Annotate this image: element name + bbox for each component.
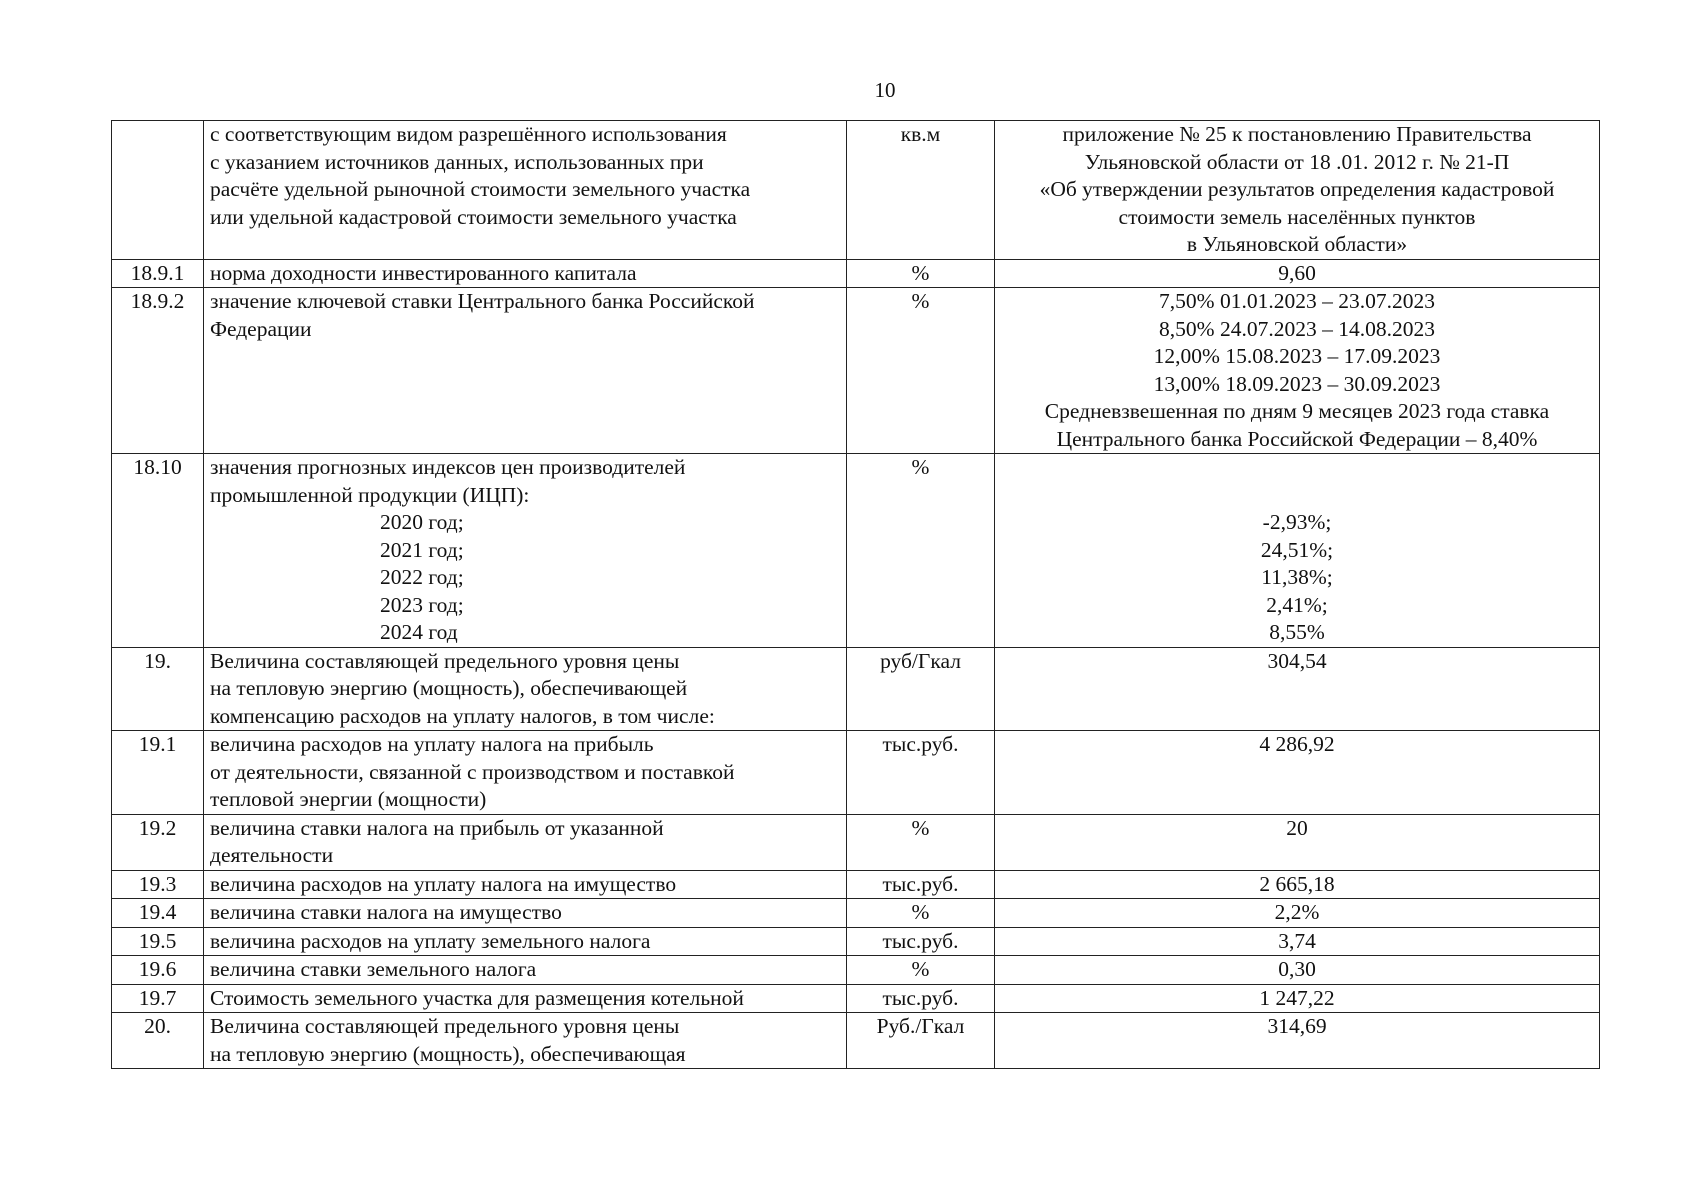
value-cell	[995, 259, 1600, 288]
parameter-name-line: с указанием источников данных, использованных при	[210, 149, 704, 174]
parameter-name-line: значения прогнозных индексов цен производителей	[210, 455, 686, 479]
tariff-table	[111, 120, 1600, 1069]
unit-cell: руб/Гкал	[847, 647, 995, 731]
value-line: 4 286,92	[1259, 732, 1335, 756]
year-label: 2023 год;	[380, 592, 464, 617]
value-line: 11,38%;	[1261, 565, 1333, 589]
value-line: 2 665,18	[1259, 871, 1335, 896]
row-number-cell: 19.1	[112, 731, 204, 815]
unit-cell: %	[847, 899, 995, 928]
table-row	[112, 984, 1600, 1013]
parameter-name-line: Федерации	[210, 316, 312, 341]
value-line: 2,41%;	[1266, 592, 1328, 617]
row-number-cell: 19.7	[112, 984, 204, 1013]
value-line: стоимости земель населённых пунктов	[1118, 204, 1476, 229]
parameter-name-cell	[204, 288, 847, 454]
value-line: 9,60	[1278, 260, 1316, 285]
value-line: Средневзвешенная по дням 9 месяцев 2023 года ставка	[1044, 399, 1550, 423]
parameter-name-line: или удельной кадастровой стоимости земельного участка	[210, 204, 737, 229]
value-line: 304,54	[1267, 648, 1327, 673]
parameter-name-line: Стоимость земельного участка для размещения котельной	[210, 985, 744, 1010]
value-line: 3,74	[1278, 928, 1316, 953]
parameter-name-line: деятельности	[210, 843, 334, 867]
parameter-name-line: величина расходов на уплату налога на прибыль	[210, 732, 654, 756]
table-row	[112, 259, 1600, 288]
unit-cell: %	[847, 956, 995, 985]
value-cell	[995, 870, 1600, 899]
parameter-name-line: норма доходности инвестированного капитала	[210, 260, 637, 285]
parameter-name-cell	[204, 259, 847, 288]
unit-cell: %	[847, 288, 995, 454]
parameter-name-cell	[204, 870, 847, 899]
value-cell	[995, 288, 1600, 454]
parameter-name-line: величина ставки земельного налога	[210, 957, 537, 981]
year-label: 2020 год;	[380, 510, 464, 534]
value-line: Центрального банка Российской Федерации – 8,40%	[1056, 426, 1538, 451]
value-line: приложение № 25 к постановлению Правительства	[1062, 122, 1532, 146]
row-number-cell: 18.9.2	[112, 288, 204, 454]
parameter-name-line: на тепловую энергию (мощность), обеспечивающая	[210, 1041, 686, 1066]
parameter-name-line: величина расходов на уплату налога на имущество	[210, 871, 677, 896]
parameter-name-cell	[204, 927, 847, 956]
value-line: 13,00% 18.09.2023 – 30.09.2023	[1153, 371, 1441, 396]
parameter-name-line: расчёте удельной рыночной стоимости земельного участка	[210, 177, 751, 201]
table-row	[112, 814, 1600, 870]
unit-cell: кв.м	[847, 121, 995, 260]
value-line: 20	[1286, 815, 1308, 840]
table-row	[112, 1013, 1600, 1069]
value-line: 12,00% 15.08.2023 – 17.09.2023	[1153, 344, 1441, 368]
value-cell	[995, 814, 1600, 870]
row-number-cell: 19.6	[112, 956, 204, 985]
value-line: 8,50% 24.07.2023 – 14.08.2023	[1159, 316, 1435, 341]
parameter-name-cell	[204, 984, 847, 1013]
value-line: 8,55%	[1269, 620, 1325, 644]
parameter-name-cell	[204, 1013, 847, 1069]
row-number-cell: 19.2	[112, 814, 204, 870]
parameter-name-line: компенсацию расходов на уплату налогов, в том числе:	[210, 703, 715, 728]
unit-cell: тыс.руб.	[847, 870, 995, 899]
parameter-name-cell	[204, 814, 847, 870]
table-row	[112, 288, 1600, 454]
value-line: 7,50% 01.01.2023 – 23.07.2023	[1159, 289, 1435, 313]
value-line: Ульяновской области от 18 .01. 2012 г. № 21-П	[1084, 149, 1510, 174]
row-number-cell: 19.3	[112, 870, 204, 899]
table-row	[112, 870, 1600, 899]
value-cell	[995, 454, 1600, 648]
parameter-name-line: Величина составляющей предельного уровня цены	[210, 1014, 680, 1038]
value-line: 0,30	[1278, 957, 1316, 981]
value-line: в Ульяновской области»	[1186, 232, 1408, 256]
value-line: 2,2%	[1274, 900, 1320, 924]
value-cell	[995, 927, 1600, 956]
parameter-name-line: величина расходов на уплату земельного налога	[210, 928, 651, 953]
value-cell	[995, 1013, 1600, 1069]
parameter-name-line: тепловой энергии (мощности)	[210, 787, 487, 811]
unit-cell: тыс.руб.	[847, 731, 995, 815]
value-line: «Об утверждении результатов определения кадастровой	[1039, 177, 1555, 201]
row-number-cell: 19.4	[112, 899, 204, 928]
value-cell	[995, 899, 1600, 928]
row-number-cell	[112, 121, 204, 260]
parameter-name-cell	[204, 956, 847, 985]
value-line: 314,69	[1267, 1014, 1327, 1038]
table-row	[112, 731, 1600, 815]
parameter-name-cell	[204, 731, 847, 815]
row-number-cell: 18.9.1	[112, 259, 204, 288]
table-row	[112, 927, 1600, 956]
parameter-name-line: с соответствующим видом разрешённого использования	[210, 122, 727, 146]
table-row	[112, 956, 1600, 985]
unit-cell: Руб./Гкал	[847, 1013, 995, 1069]
value-line: 1 247,22	[1259, 985, 1335, 1010]
row-number-cell: 18.10	[112, 454, 204, 648]
value-line: 24,51%;	[1260, 537, 1334, 562]
table-row	[112, 899, 1600, 928]
unit-cell: тыс.руб.	[847, 984, 995, 1013]
year-label: 2022 год;	[380, 565, 464, 589]
year-label: 2024 год	[380, 620, 458, 644]
parameter-name-line: на тепловую энергию (мощность), обеспечивающей	[210, 676, 688, 700]
parameter-name-cell	[204, 454, 847, 648]
value-cell	[995, 956, 1600, 985]
value-cell	[995, 121, 1600, 260]
table-row	[112, 454, 1600, 648]
value-cell	[995, 984, 1600, 1013]
unit-cell: %	[847, 454, 995, 648]
value-cell	[995, 647, 1600, 731]
table-row	[112, 121, 1600, 260]
page-number: 10	[874, 78, 896, 102]
parameter-name-cell	[204, 121, 847, 260]
unit-cell: %	[847, 259, 995, 288]
parameter-name-line: величина ставки налога на прибыль от указанной	[210, 815, 664, 840]
value-cell	[995, 731, 1600, 815]
row-number-cell: 19.	[112, 647, 204, 731]
unit-cell: тыс.руб.	[847, 927, 995, 956]
parameter-name-cell	[204, 899, 847, 928]
parameter-name-line: величина ставки налога на имущество	[210, 900, 562, 924]
value-line: -2,93%;	[1262, 510, 1332, 534]
parameter-name-line: значение ключевой ставки Центрального банка Российской	[210, 289, 755, 313]
parameter-name-cell	[204, 647, 847, 731]
table-row	[112, 647, 1600, 731]
parameter-name-line: промышленной продукции (ИЦП):	[210, 482, 530, 507]
parameter-name-line: Величина составляющей предельного уровня цены	[210, 648, 680, 673]
parameter-name-line: от деятельности, связанной с производством и поставкой	[210, 759, 735, 784]
row-number-cell: 20.	[112, 1013, 204, 1069]
unit-cell: %	[847, 814, 995, 870]
year-label: 2021 год;	[380, 537, 464, 562]
row-number-cell: 19.5	[112, 927, 204, 956]
